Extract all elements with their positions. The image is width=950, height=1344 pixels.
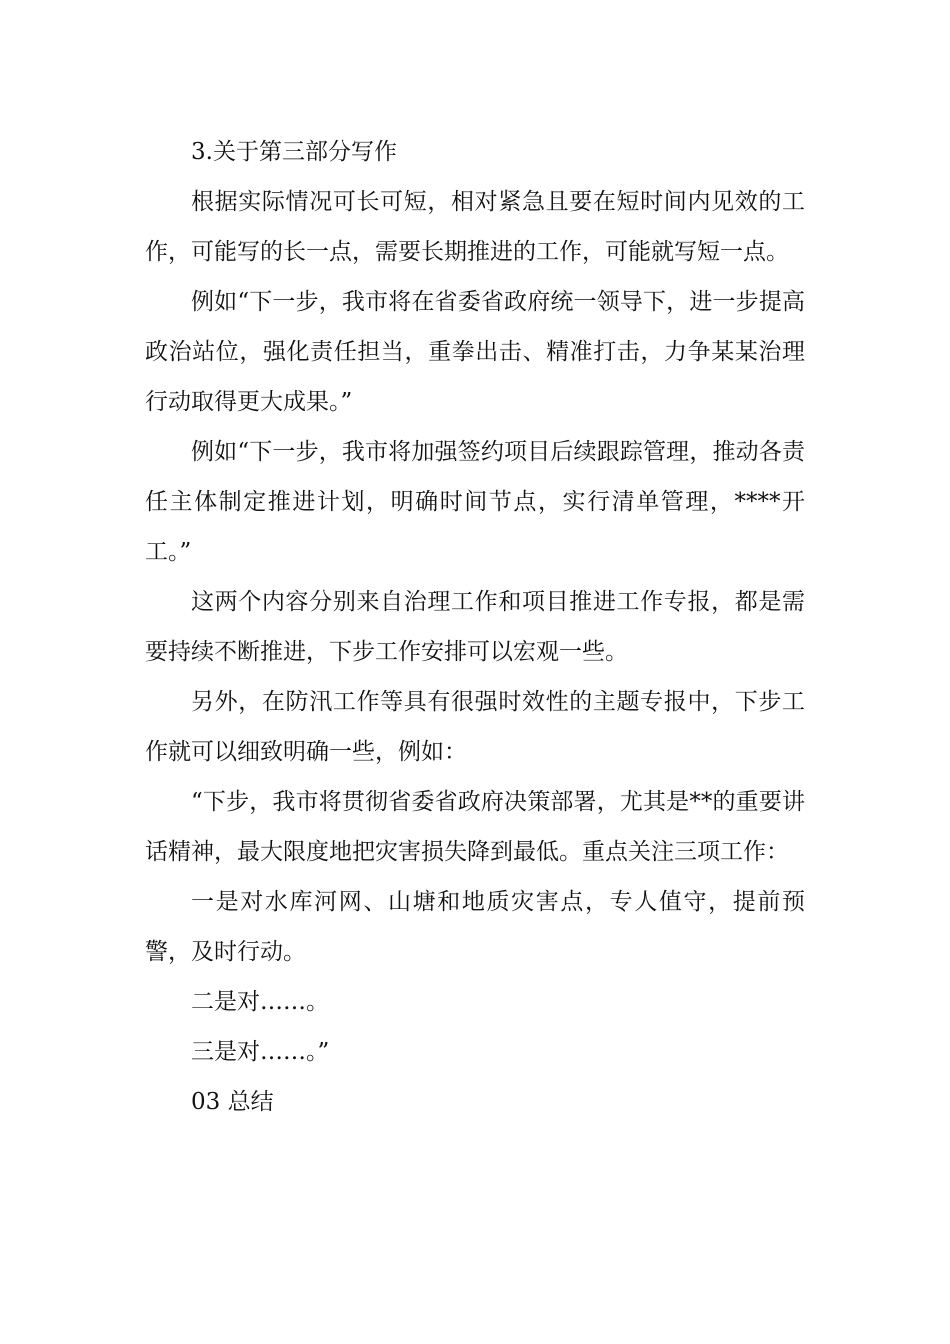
- paragraph: 二是对……。: [191, 989, 329, 1015]
- paragraph: 一是对水库河网、山塘和地质灾害点，专人值守，提前预警，及时行动。: [145, 889, 805, 965]
- paragraph: 三是对……。”: [191, 1039, 330, 1065]
- paragraph: 例如“下一步，我市将加强签约项目后续跟踪管理，推动各责任主体制定推进计划，明确时间节点，实行清单管理，****开工。”: [145, 439, 805, 565]
- paragraph: 另外，在防汛工作等具有很强时效性的主题专报中，下步工作就可以细致明确一些，例如：: [145, 689, 805, 765]
- paragraph: 例如“下一步，我市将在省委省政府统一领导下，进一步提高政治站位，强化责任担当，重拳出击、精准打击，力争某某治理行动取得更大成果。”: [145, 289, 805, 415]
- paragraph: 这两个内容分别来自治理工作和项目推进工作专报，都是需要持续不断推进，下步工作安排可以宏观一些。: [145, 589, 805, 665]
- paragraph: 根据实际情况可长可短，相对紧急且要在短时间内见效的工作，可能写的长一点，需要长期推进的工作，可能就写短一点。: [145, 189, 805, 265]
- paragraph: “下步，我市将贯彻省委省政府决策部署，尤其是**的重要讲话精神，最大限度地把灾害损失降到最低。重点关注三项工作：: [145, 789, 805, 865]
- section-heading: 03 总结: [191, 1089, 274, 1115]
- section-heading: 3.关于第三部分写作: [191, 139, 397, 165]
- document-body: [145, 127, 805, 1127]
